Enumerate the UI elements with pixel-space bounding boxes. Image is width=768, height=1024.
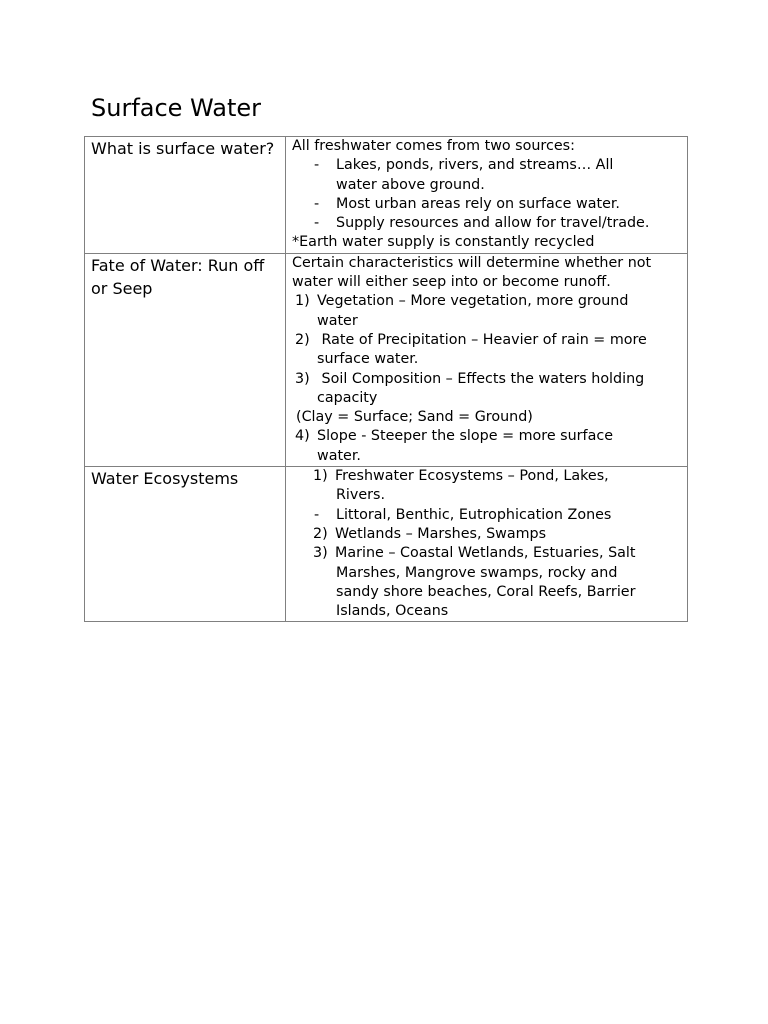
list-marker: 3)	[313, 545, 328, 562]
list-item	[292, 156, 687, 175]
intro-text: Certain characteristics will determine whether not	[292, 254, 652, 271]
notes-table	[84, 136, 688, 622]
row-content-cell	[286, 467, 688, 622]
list-marker: -	[314, 506, 320, 523]
intro-text: All freshwater comes from two sources:	[292, 138, 575, 154]
list-item	[292, 292, 687, 311]
list-item	[292, 544, 687, 563]
list-marker: 4)	[295, 428, 310, 445]
intro-text-continuation: water will either seep into or become runoff.	[292, 274, 611, 291]
list-marker: -	[314, 215, 320, 232]
list-item	[292, 427, 687, 446]
list-item-text: Supply resources and allow for travel/trade.	[336, 215, 650, 232]
list-marker: 1)	[295, 293, 310, 310]
list-marker: -	[314, 195, 320, 212]
list-item-text: Most urban areas rely on surface water.	[336, 195, 620, 212]
table-row	[85, 137, 688, 254]
list-item-continuation: surface water.	[317, 351, 419, 368]
list-item-text: Freshwater Ecosystems – Pond, Lakes,	[335, 468, 609, 485]
list-marker: -	[314, 157, 320, 174]
list-item-continuation: Islands, Oceans	[336, 603, 449, 620]
list-marker: 3)	[295, 370, 310, 387]
note-text: *Earth water supply is constantly recycled	[292, 234, 595, 251]
row-label-cell	[85, 137, 286, 254]
row-label-cell	[85, 253, 286, 466]
list-item-continuation: water	[317, 312, 358, 329]
row-content-cell	[286, 137, 688, 254]
list-item-text: Wetlands – Marshes, Swamps	[335, 525, 547, 542]
list-item	[292, 506, 687, 525]
list-item-continuation: Marshes, Mangrove swamps, rocky and	[336, 564, 618, 581]
list-item	[292, 214, 687, 233]
list-item-continuation: sandy shore beaches, Coral Reefs, Barrier	[336, 583, 636, 600]
list-item-text: Lakes, ponds, rivers, and streams… All	[336, 157, 614, 174]
page-title: Surface Water	[91, 94, 262, 122]
list-item-continuation: water above ground.	[336, 176, 485, 193]
list-item-text: Slope - Steeper the slope = more surface	[317, 428, 614, 445]
list-item	[292, 331, 687, 350]
row-label-cell	[85, 467, 286, 622]
row-label: Fate of Water: Run off or Seep	[91, 255, 265, 298]
list-item-text: Marine – Coastal Wetlands, Estuaries, Salt	[335, 545, 636, 562]
list-item-continuation: Rivers.	[336, 487, 386, 504]
list-item	[292, 195, 687, 214]
table-row	[85, 253, 688, 466]
list-marker: 1)	[313, 468, 328, 485]
table-row	[85, 467, 688, 622]
list-item	[292, 370, 687, 389]
list-item-text: Littoral, Benthic, Eutrophication Zones	[336, 506, 612, 523]
list-item	[292, 525, 687, 544]
list-item-continuation: water.	[317, 447, 361, 464]
row-label: What is surface water?	[91, 139, 275, 158]
list-item-text: Rate of Precipitation – Heavier of rain = more	[317, 331, 647, 348]
list-marker: 2)	[313, 525, 328, 542]
list-item	[292, 467, 687, 486]
row-label: Water Ecosystems	[91, 469, 239, 489]
list-marker: 2)	[295, 331, 310, 348]
list-item-text: Vegetation – More vegetation, more ground	[317, 293, 629, 310]
row-content-cell	[286, 253, 688, 466]
list-item-continuation: capacity	[317, 389, 378, 406]
list-item-text: Soil Composition – Effects the waters holding	[317, 370, 645, 387]
clay-note: (Clay = Surface; Sand = Ground)	[296, 409, 533, 426]
